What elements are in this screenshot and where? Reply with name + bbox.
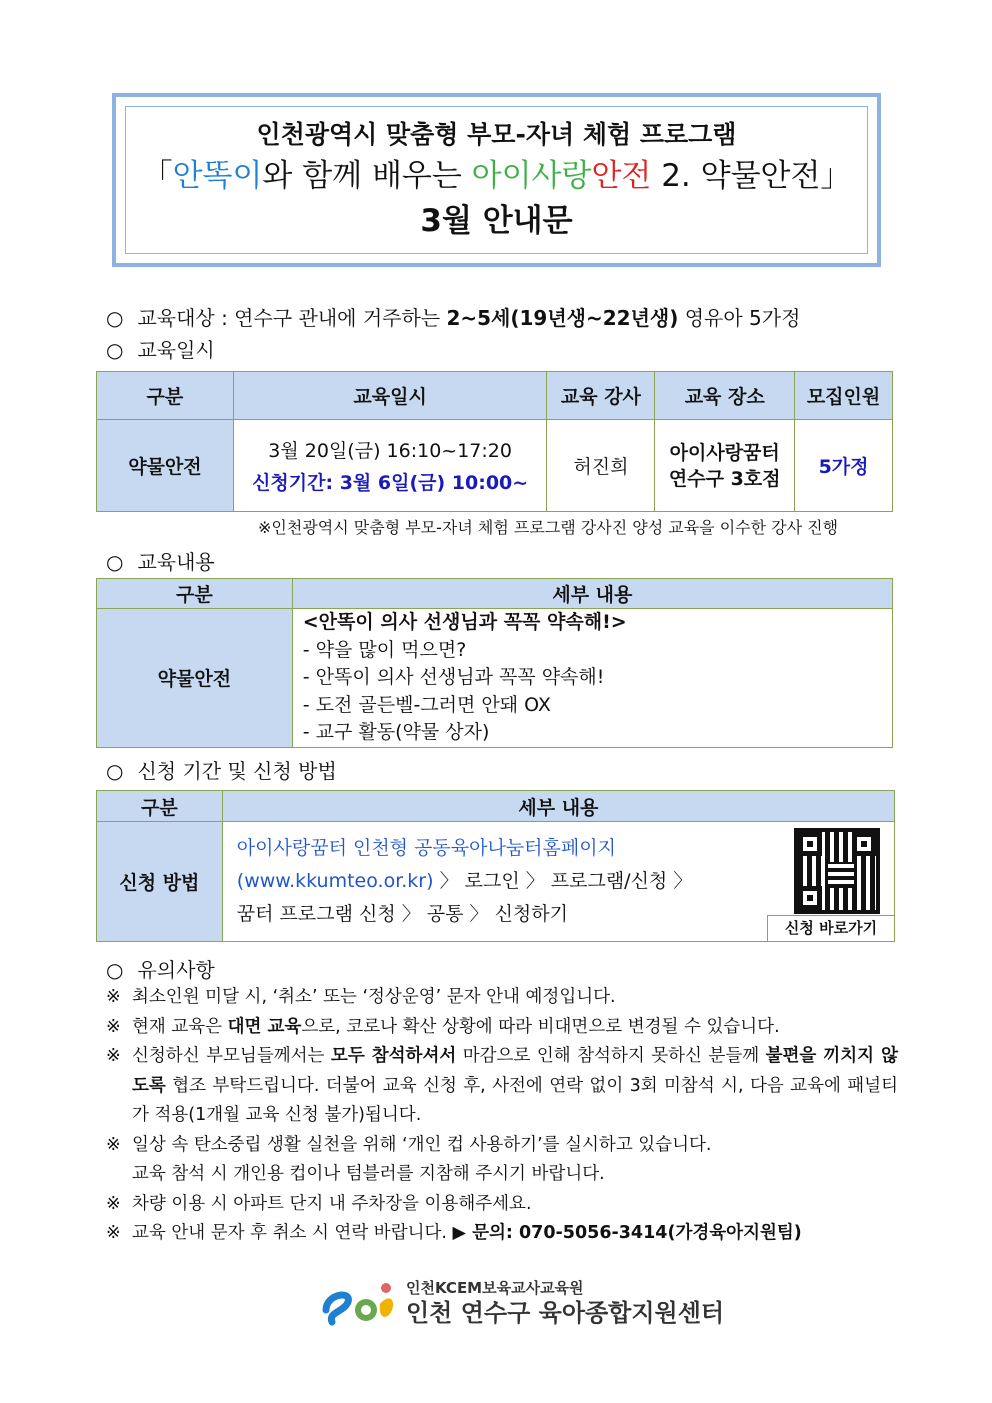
note-emph: 모두 참석하셔서 <box>330 1046 457 1066</box>
note-part: 마감으로 인해 참석하지 못하신 분들께 <box>456 1046 766 1066</box>
content-title: <안똑이 의사 선생님과 꼭꼭 약속해!> <box>302 611 627 633</box>
qr-code[interactable] <box>794 828 880 914</box>
notes-heading <box>106 954 215 983</box>
col-header: 구분 <box>97 791 223 822</box>
note-part: 신청하신 부모님들께서는 <box>132 1046 331 1066</box>
qr-code-image[interactable] <box>794 828 880 914</box>
place-line1: 아이사랑꿈터 <box>669 441 780 464</box>
note-text <box>132 1042 898 1131</box>
note-emph: 대면 교육 <box>227 1016 302 1037</box>
apply-table <box>96 790 895 942</box>
bullet: ○ <box>106 550 124 574</box>
instructor: 허진희 <box>547 420 655 512</box>
title-middle: 와 함께 배우는 <box>262 158 472 194</box>
content-table <box>96 578 893 748</box>
footer-text <box>406 1278 724 1328</box>
note-mark: ※ <box>106 1016 121 1037</box>
schedule-category: 약물안전 <box>97 420 234 512</box>
qr-label[interactable]: 신청 바로가기 <box>767 915 894 941</box>
schedule-heading-text: 교육일시 <box>137 338 215 362</box>
target-line <box>106 302 800 331</box>
note-item <box>106 1042 898 1131</box>
col-header: 구분 <box>97 579 293 609</box>
note-item <box>106 1013 898 1043</box>
qr-finder <box>852 832 876 856</box>
apply-path-line2: 꿈터 프로그램 신청 〉 공통 〉 신청하기 <box>236 903 568 925</box>
apply-heading-text: 신청 기간 및 신청 방법 <box>137 759 337 783</box>
title-brand: 아이사랑 <box>471 158 592 194</box>
note-mark: ※ <box>106 1046 121 1066</box>
bullet: ○ <box>106 958 124 982</box>
apply-period: 신청기간: 3월 6일(금) 10:00~ <box>252 471 529 494</box>
schedule-heading <box>106 334 215 363</box>
content-item: - 약을 많이 먹으면? <box>302 638 467 661</box>
note-part: 현재 교육은 <box>132 1016 228 1037</box>
title-inner <box>125 106 868 254</box>
target-age: 2~5세(19년생~22년생) <box>446 306 679 330</box>
schedule-datetime-cell <box>233 420 547 512</box>
col-header: 모집인원 <box>795 372 893 420</box>
note-text: 차량 이용 시 아파트 단지 내 주차장을 이용해주세요. <box>132 1193 532 1214</box>
title-name: 안똑이 <box>172 158 263 194</box>
content-item: - 도전 골든벨-그러면 안돼 OX <box>302 693 551 716</box>
qr-finder <box>798 832 822 856</box>
content-category: 약물안전 <box>97 609 293 748</box>
title-line2 <box>142 155 852 197</box>
apply-path: 〉 로그인 〉 프로그램/신청 〉 <box>433 870 693 892</box>
note-part: 으로, 코로나 확산 상황에 따라 비대면으로 변경될 수 있습니다. <box>301 1016 780 1037</box>
bullet: ○ <box>106 759 124 783</box>
apply-heading <box>106 755 337 784</box>
footer-org-small: 인천KCEM보육교사교육원 <box>406 1279 584 1297</box>
note-part: 교육 참석 시 개인용 컵이나 텀블러를 지참해 주시기 바랍니다. <box>132 1164 605 1184</box>
apply-site-name[interactable]: 아이사랑꿈터 인천형 공동육아나눔터홈페이지 <box>236 837 616 859</box>
content-detail-cell <box>292 609 892 748</box>
notes-list <box>106 983 898 1249</box>
content-heading-text: 교육내용 <box>137 550 215 574</box>
target-label: 교육대상 : 연수구 관내에 거주하는 <box>137 306 447 330</box>
schedule-datetime: 3월 20일(금) 16:10~17:20 <box>268 439 512 462</box>
note-item <box>106 1219 898 1249</box>
content-item: - 교구 활동(약물 상자) <box>302 721 490 743</box>
note-part: 협조 부탁드립니다. 더불어 교육 신청 후, 사전에 연락 없이 3회 미참석 시, 다음 교육에 패널티가 적용(1개월 교육 신청 불가)됩니다. <box>132 1075 898 1125</box>
site-url-link[interactable]: (www.kkumteo.or.kr) <box>236 870 434 892</box>
note-part: 일상 속 탄소중립 생활 실천을 위해 ‘개인 컵 사용하기’를 실시하고 있습니다. <box>132 1134 712 1155</box>
note-text: 최소인원 미달 시, ‘취소’ 또는 ‘정상운영’ 문자 안내 예정입니다. <box>132 987 616 1007</box>
note-emph: 불편을 끼치지 않도록 <box>132 1046 898 1096</box>
title-box <box>112 93 881 267</box>
title-bracket: 「 <box>141 158 173 194</box>
note-text <box>132 1013 898 1043</box>
notes-heading-text: 유의사항 <box>137 958 215 982</box>
col-header: 세부 내용 <box>292 579 892 609</box>
bullet: ○ <box>106 306 124 330</box>
note-mark: ※ <box>106 987 121 1007</box>
note-item <box>106 1190 898 1220</box>
target-rest: 영유아 5가정 <box>678 306 801 330</box>
schedule-table <box>96 371 893 512</box>
content-heading <box>106 546 215 575</box>
note-item <box>106 983 898 1013</box>
place-line2: 연수구 3호점 <box>668 467 781 490</box>
apply-detail-cell <box>222 822 894 942</box>
note-text <box>132 1131 898 1190</box>
qr-finder <box>798 886 822 910</box>
bullet: ○ <box>106 338 124 362</box>
apply-category: 신청 방법 <box>97 822 223 942</box>
title-line3: 3월 안내문 <box>420 203 573 239</box>
note-mark: ※ <box>106 1193 121 1214</box>
footer-logo <box>322 1278 724 1328</box>
col-header: 교육 장소 <box>655 372 795 420</box>
col-header: 세부 내용 <box>222 791 894 822</box>
place-cell <box>655 420 795 512</box>
content-item: - 안똑이 의사 선생님과 꼭꼭 약속해! <box>302 666 605 688</box>
title-safety: 안전 <box>591 158 652 194</box>
footer-org-main: 인천 연수구 육아종합지원센터 <box>406 1299 725 1327</box>
qr-pattern <box>828 862 854 888</box>
schedule-footnote: ※인천광역시 맞춤형 부모-자녀 체험 프로그램 강사진 양성 교육을 이수한 강사 진행 <box>258 518 839 537</box>
note-mark: ※ <box>106 1134 121 1155</box>
contact-info: ▶ 문의: 070-5056-3414(가경육아지원팀) <box>452 1223 802 1243</box>
col-header: 교육 강사 <box>547 372 655 420</box>
note-text <box>132 1219 898 1249</box>
note-item <box>106 1131 898 1190</box>
col-header: 교육일시 <box>233 372 547 420</box>
col-header: 구분 <box>97 372 234 420</box>
note-mark: ※ <box>106 1223 121 1243</box>
note-part: 교육 안내 문자 후 취소 시 연락 바랍니다. <box>132 1223 453 1243</box>
title-line1: 인천광역시 맞춤형 부모-자녀 체험 프로그램 <box>256 120 737 149</box>
capacity: 5가정 <box>795 420 893 512</box>
title-topic: 2. 약물안전」 <box>651 158 852 194</box>
center-logo-icon <box>322 1280 400 1326</box>
